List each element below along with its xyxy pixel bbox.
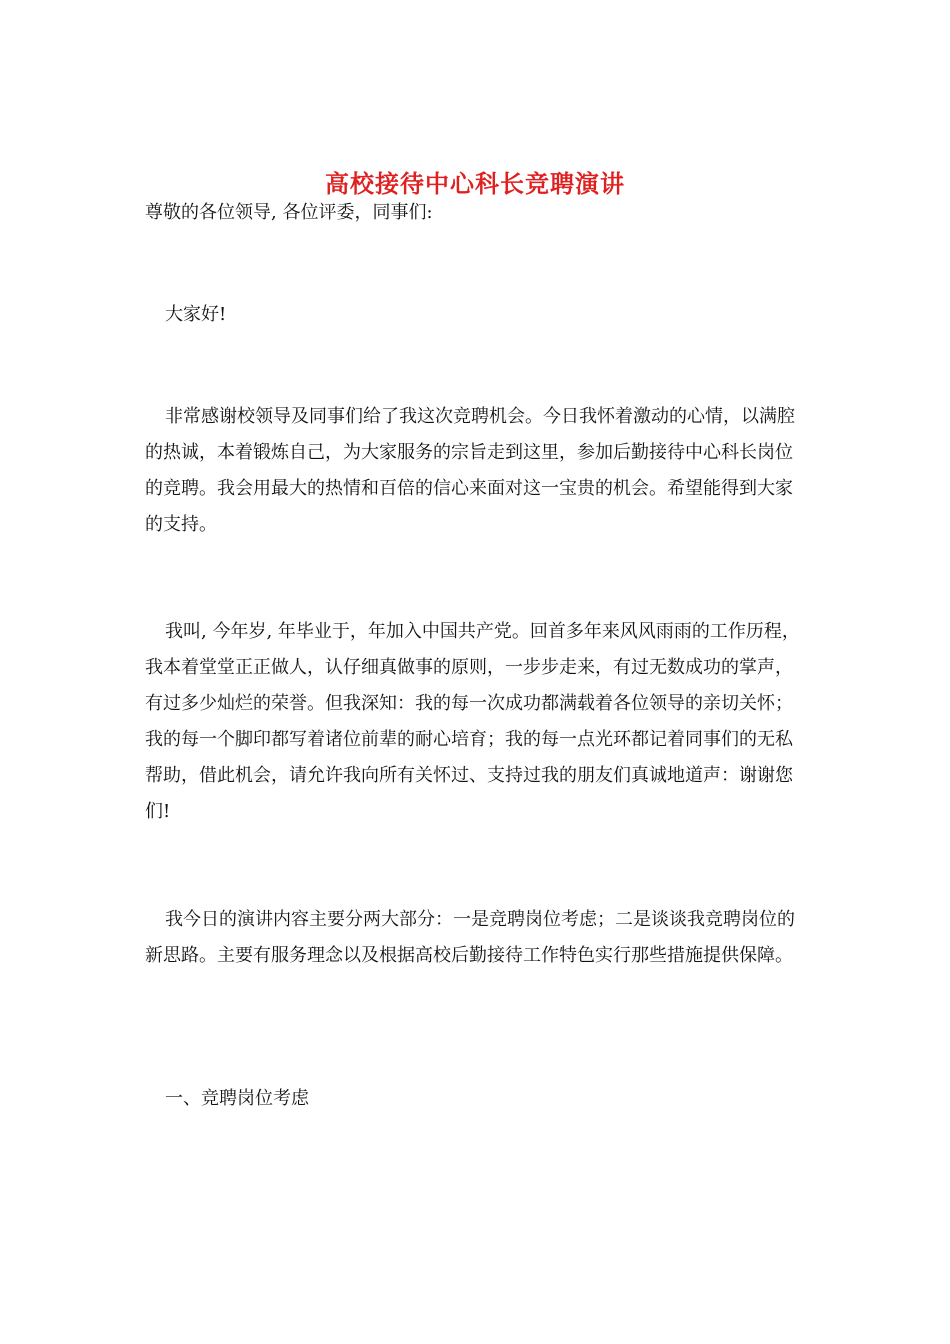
greeting: 大家好! [165, 304, 227, 325]
paragraph-introduction: 我叫, 今年岁, 年毕业于，年加入中国共产党。回首多年来风风雨雨的工作历程，我本着堂堂正正做人，认仔细真做事的原则，一步步走来，有过无数成功的掌声，有过多少灿烂的荣誉。但我深知：我的每一次成功都满载着各位领导的亲切关怀；我的每一个脚印都写着诸位前辈的耐心培育；我的每一点光环都记着同事们的无私帮助，借此机会，请允许我向所有关怀过、支持过我的朋友们真诚地道声：谢谢您们! [145, 621, 800, 822]
salutation: 尊敬的各位领导, 各位评委，同事们: [145, 202, 433, 223]
paragraph-outline: 我今日的演讲内容主要分两大部分：一是竞聘岗位考虑；二是谈谈我竞聘岗位的新思路。主要有服务理念以及根据高校后勤接待工作特色实行那些措施提供保障。 [145, 909, 795, 966]
section-heading: 一、竞聘岗位考虑 [165, 1088, 309, 1109]
document-title: 高校接待中心科长竞聘演讲 [325, 169, 625, 199]
paragraph-thanks: 非常感谢校领导及同事们给了我这次竞聘机会。今日我怀着激动的心情，以满腔的热诚，本着锻炼自己，为大家服务的宗旨走到这里，参加后勤接待中心科长岗位的竞聘。我会用最大的热情和百倍的信心来面对这一宝贵的机会。希望能得到大家的支持。 [145, 406, 795, 535]
